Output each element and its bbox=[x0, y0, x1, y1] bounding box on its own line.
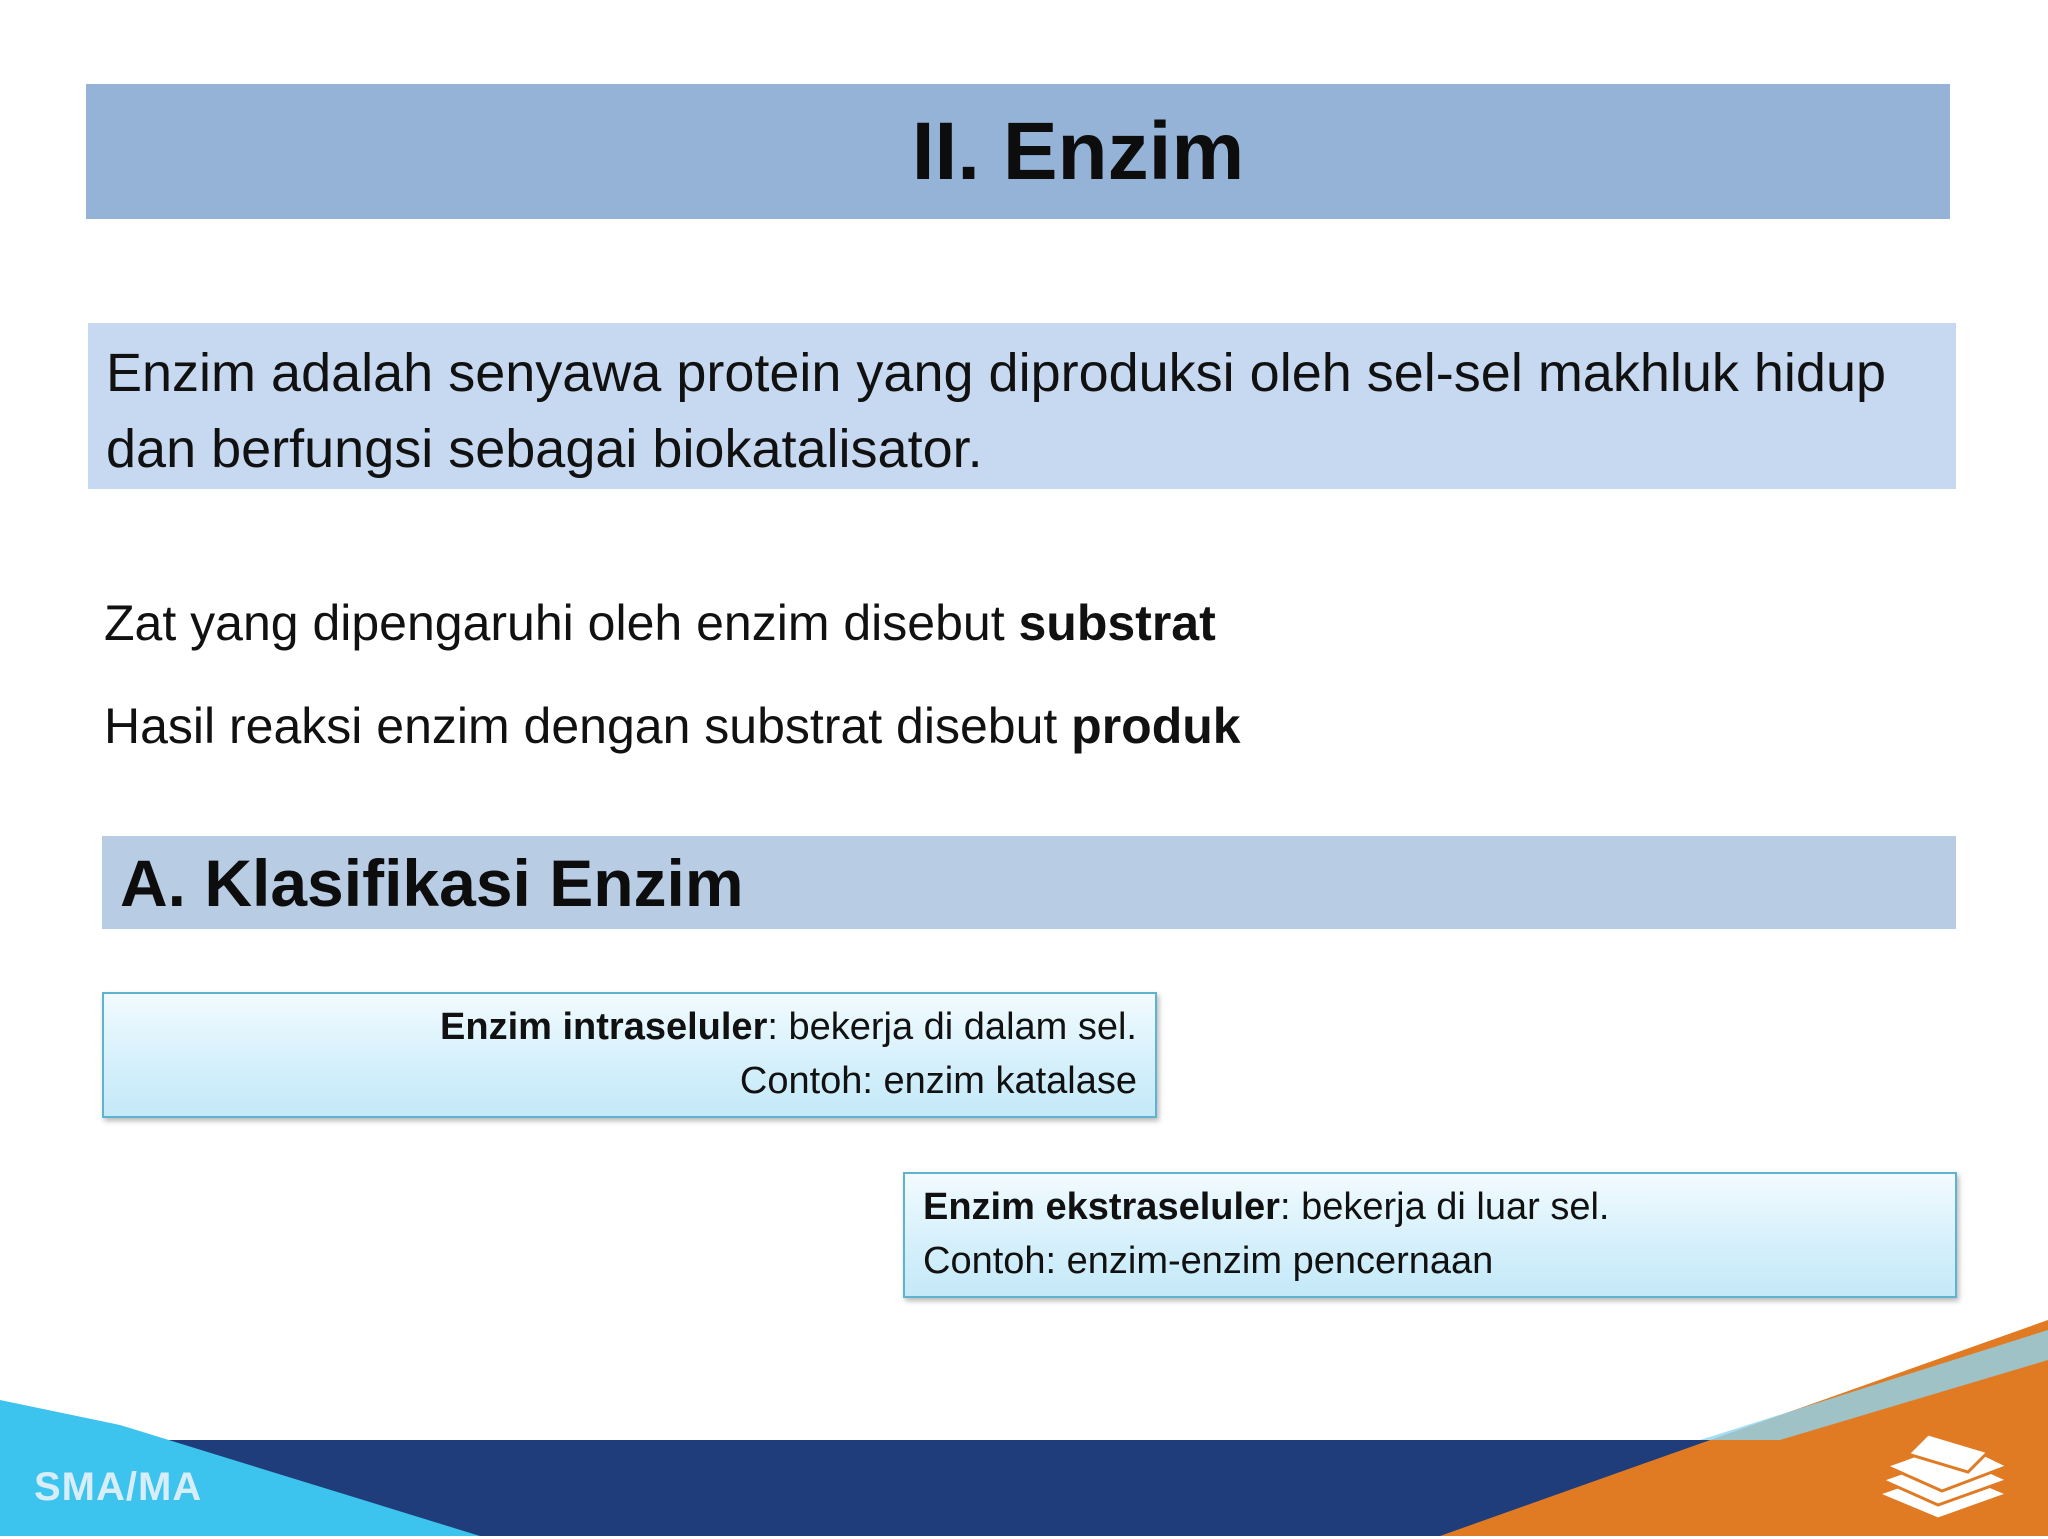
slide-title: II. Enzim bbox=[911, 105, 1245, 197]
extracellular-term: Enzim ekstraseluler bbox=[923, 1186, 1280, 1228]
extracellular-desc: : bekerja di luar sel. bbox=[1279, 1186, 1610, 1228]
footer-label: SMA/MA bbox=[34, 1465, 203, 1509]
definition-text: Enzim adalah senyawa protein yang diproduksi oleh sel-sel makhluk hidup dan berfungsi sebagai biokatalisator. bbox=[106, 343, 1887, 479]
produk-term: produk bbox=[1071, 698, 1241, 754]
stacked-books-icon bbox=[1868, 1424, 2018, 1534]
substrat-line bbox=[104, 593, 1216, 653]
extracellular-definition bbox=[923, 1180, 1937, 1234]
extracellular-example: Contoh: enzim-enzim pencernaan bbox=[923, 1240, 1494, 1282]
intracellular-term: Enzim intraseluler bbox=[440, 1006, 768, 1048]
produk-line-prefix: Hasil reaksi enzim dengan substrat disebut bbox=[104, 698, 1072, 754]
section-header-bar bbox=[102, 836, 1956, 929]
substrat-term: substrat bbox=[1018, 595, 1216, 651]
slide-title-bar bbox=[86, 84, 1950, 219]
definition-box bbox=[88, 323, 1956, 489]
footer-banner bbox=[0, 1300, 2048, 1536]
intracellular-example: Contoh: enzim katalase bbox=[739, 1060, 1137, 1102]
intracellular-enzyme-card bbox=[102, 992, 1157, 1118]
substrat-line-prefix: Zat yang dipengaruhi oleh enzim disebut bbox=[104, 595, 1019, 651]
footer-graphic bbox=[0, 1300, 2048, 1536]
intracellular-definition bbox=[122, 1000, 1137, 1054]
extracellular-enzyme-card bbox=[903, 1172, 1957, 1298]
section-title: A. Klasifikasi Enzim bbox=[120, 845, 744, 920]
intracellular-desc: : bekerja di dalam sel. bbox=[767, 1006, 1137, 1048]
produk-line bbox=[104, 696, 1241, 756]
